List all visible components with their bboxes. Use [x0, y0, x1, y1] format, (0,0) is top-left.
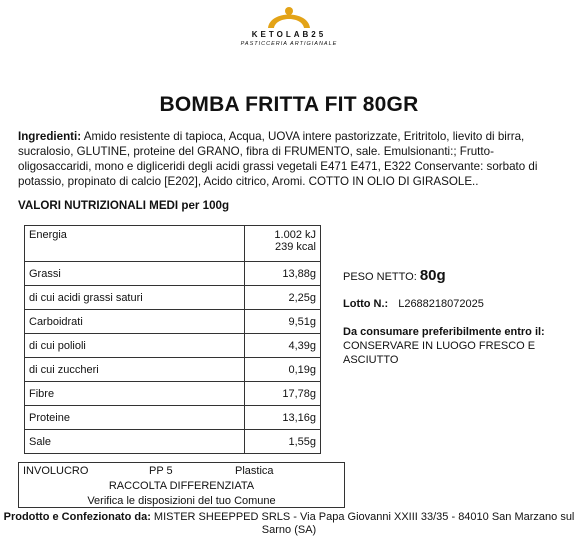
lot-number — [343, 298, 484, 310]
nutrition-row — [25, 358, 321, 382]
nutrition-row-energy — [25, 226, 321, 262]
best-before-block — [343, 325, 563, 367]
nutrition-row — [25, 382, 321, 406]
nutrition-label: di cui acidi grassi saturi — [25, 286, 245, 310]
net-weight-label: PESO NETTO: — [343, 271, 417, 283]
nutrition-row — [25, 286, 321, 310]
logo-tagline: PASTICCERIA ARTIGIANALE — [240, 41, 338, 47]
recycling-note: Verifica le disposizioni del tuo Comune — [87, 495, 276, 507]
recycling-instruction: RACCOLTA DIFFERENZIATA — [108, 480, 255, 492]
logo-brand-name: KETOLAB25 — [251, 30, 327, 39]
nutrition-value: 17,78g — [245, 382, 321, 406]
nutrition-value: 4,39g — [245, 334, 321, 358]
net-weight-value: 80g — [419, 267, 446, 284]
recycling-code: PP 5 — [149, 465, 173, 477]
nutrition-row — [25, 262, 321, 286]
nutrition-row — [25, 310, 321, 334]
recycling-box — [18, 462, 345, 508]
nutrition-value: 1,55g — [245, 430, 321, 454]
nutrition-value: 13,88g — [245, 262, 321, 286]
ingredients-label: Ingredienti: — [18, 130, 82, 143]
nutrition-label: Proteine — [25, 406, 245, 430]
logo-mark-icon — [262, 2, 316, 30]
net-weight — [343, 267, 446, 284]
producer-text: MISTER SHEEPPED SRLS - Via Papa Giovanni XXIII 33/35 - 84010 San Marzano sul Sarno (SA) — [150, 511, 575, 536]
producer-info — [0, 511, 578, 537]
nutrition-label: di cui zuccheri — [25, 358, 245, 382]
nutrition-value: 0,19g — [245, 358, 321, 382]
nutrition-label: Grassi — [25, 262, 245, 286]
nutrition-value: 2,25g — [245, 286, 321, 310]
storage-instructions: CONSERVARE IN LUOGO FRESCO E ASCIUTTO — [343, 340, 536, 366]
nutrition-label: di cui polioli — [25, 334, 245, 358]
nutrition-row — [25, 430, 321, 454]
ingredients-text: Amido resistente di tapioca, Acqua, UOVA intere pastorizzate, Eritritolo, lievito di birra, sucralosio, GLUTINE, proteine del GRANO, fibra di FRUMENTO, sale. Emulsionanti:; Frutto-oligosaccaridi, mono e digliceridi degli acidi grassi vegetali E471 E471, E322 Conservante: sorbato di potassio, propinato di calcio [E202], Acido citrico, Aromi. COTTO IN OLIO DI GIRASOLE.. — [18, 130, 538, 188]
ingredients-block — [18, 129, 566, 189]
brand-logo — [0, 0, 578, 60]
nutrition-table — [24, 225, 321, 454]
producer-label: Prodotto e Confezionato da: — [3, 511, 151, 523]
nutrition-row — [25, 334, 321, 358]
lot-value: L2688218072025 — [398, 298, 484, 310]
energy-kj: 1.002 kJ — [274, 229, 316, 241]
lot-label: Lotto N.: — [343, 298, 389, 310]
nutrition-label: Fibre — [25, 382, 245, 406]
energy-kcal: 239 kcal — [275, 241, 316, 253]
nutrition-value: 13,16g — [245, 406, 321, 430]
nutrition-label: Energia — [25, 226, 245, 262]
nutrition-heading: VALORI NUTRIZIONALI MEDI per 100g — [18, 199, 230, 212]
recycling-item: INVOLUCRO — [23, 465, 89, 477]
nutrition-value — [245, 226, 321, 262]
nutrition-row — [25, 406, 321, 430]
best-before-label: Da consumare preferibilmente entro il: — [343, 326, 545, 338]
nutrition-label: Carboidrati — [25, 310, 245, 334]
product-title: BOMBA FRITTA FIT 80GR — [159, 93, 419, 116]
nutrition-value: 9,51g — [245, 310, 321, 334]
recycling-material: Plastica — [235, 465, 274, 477]
nutrition-label: Sale — [25, 430, 245, 454]
